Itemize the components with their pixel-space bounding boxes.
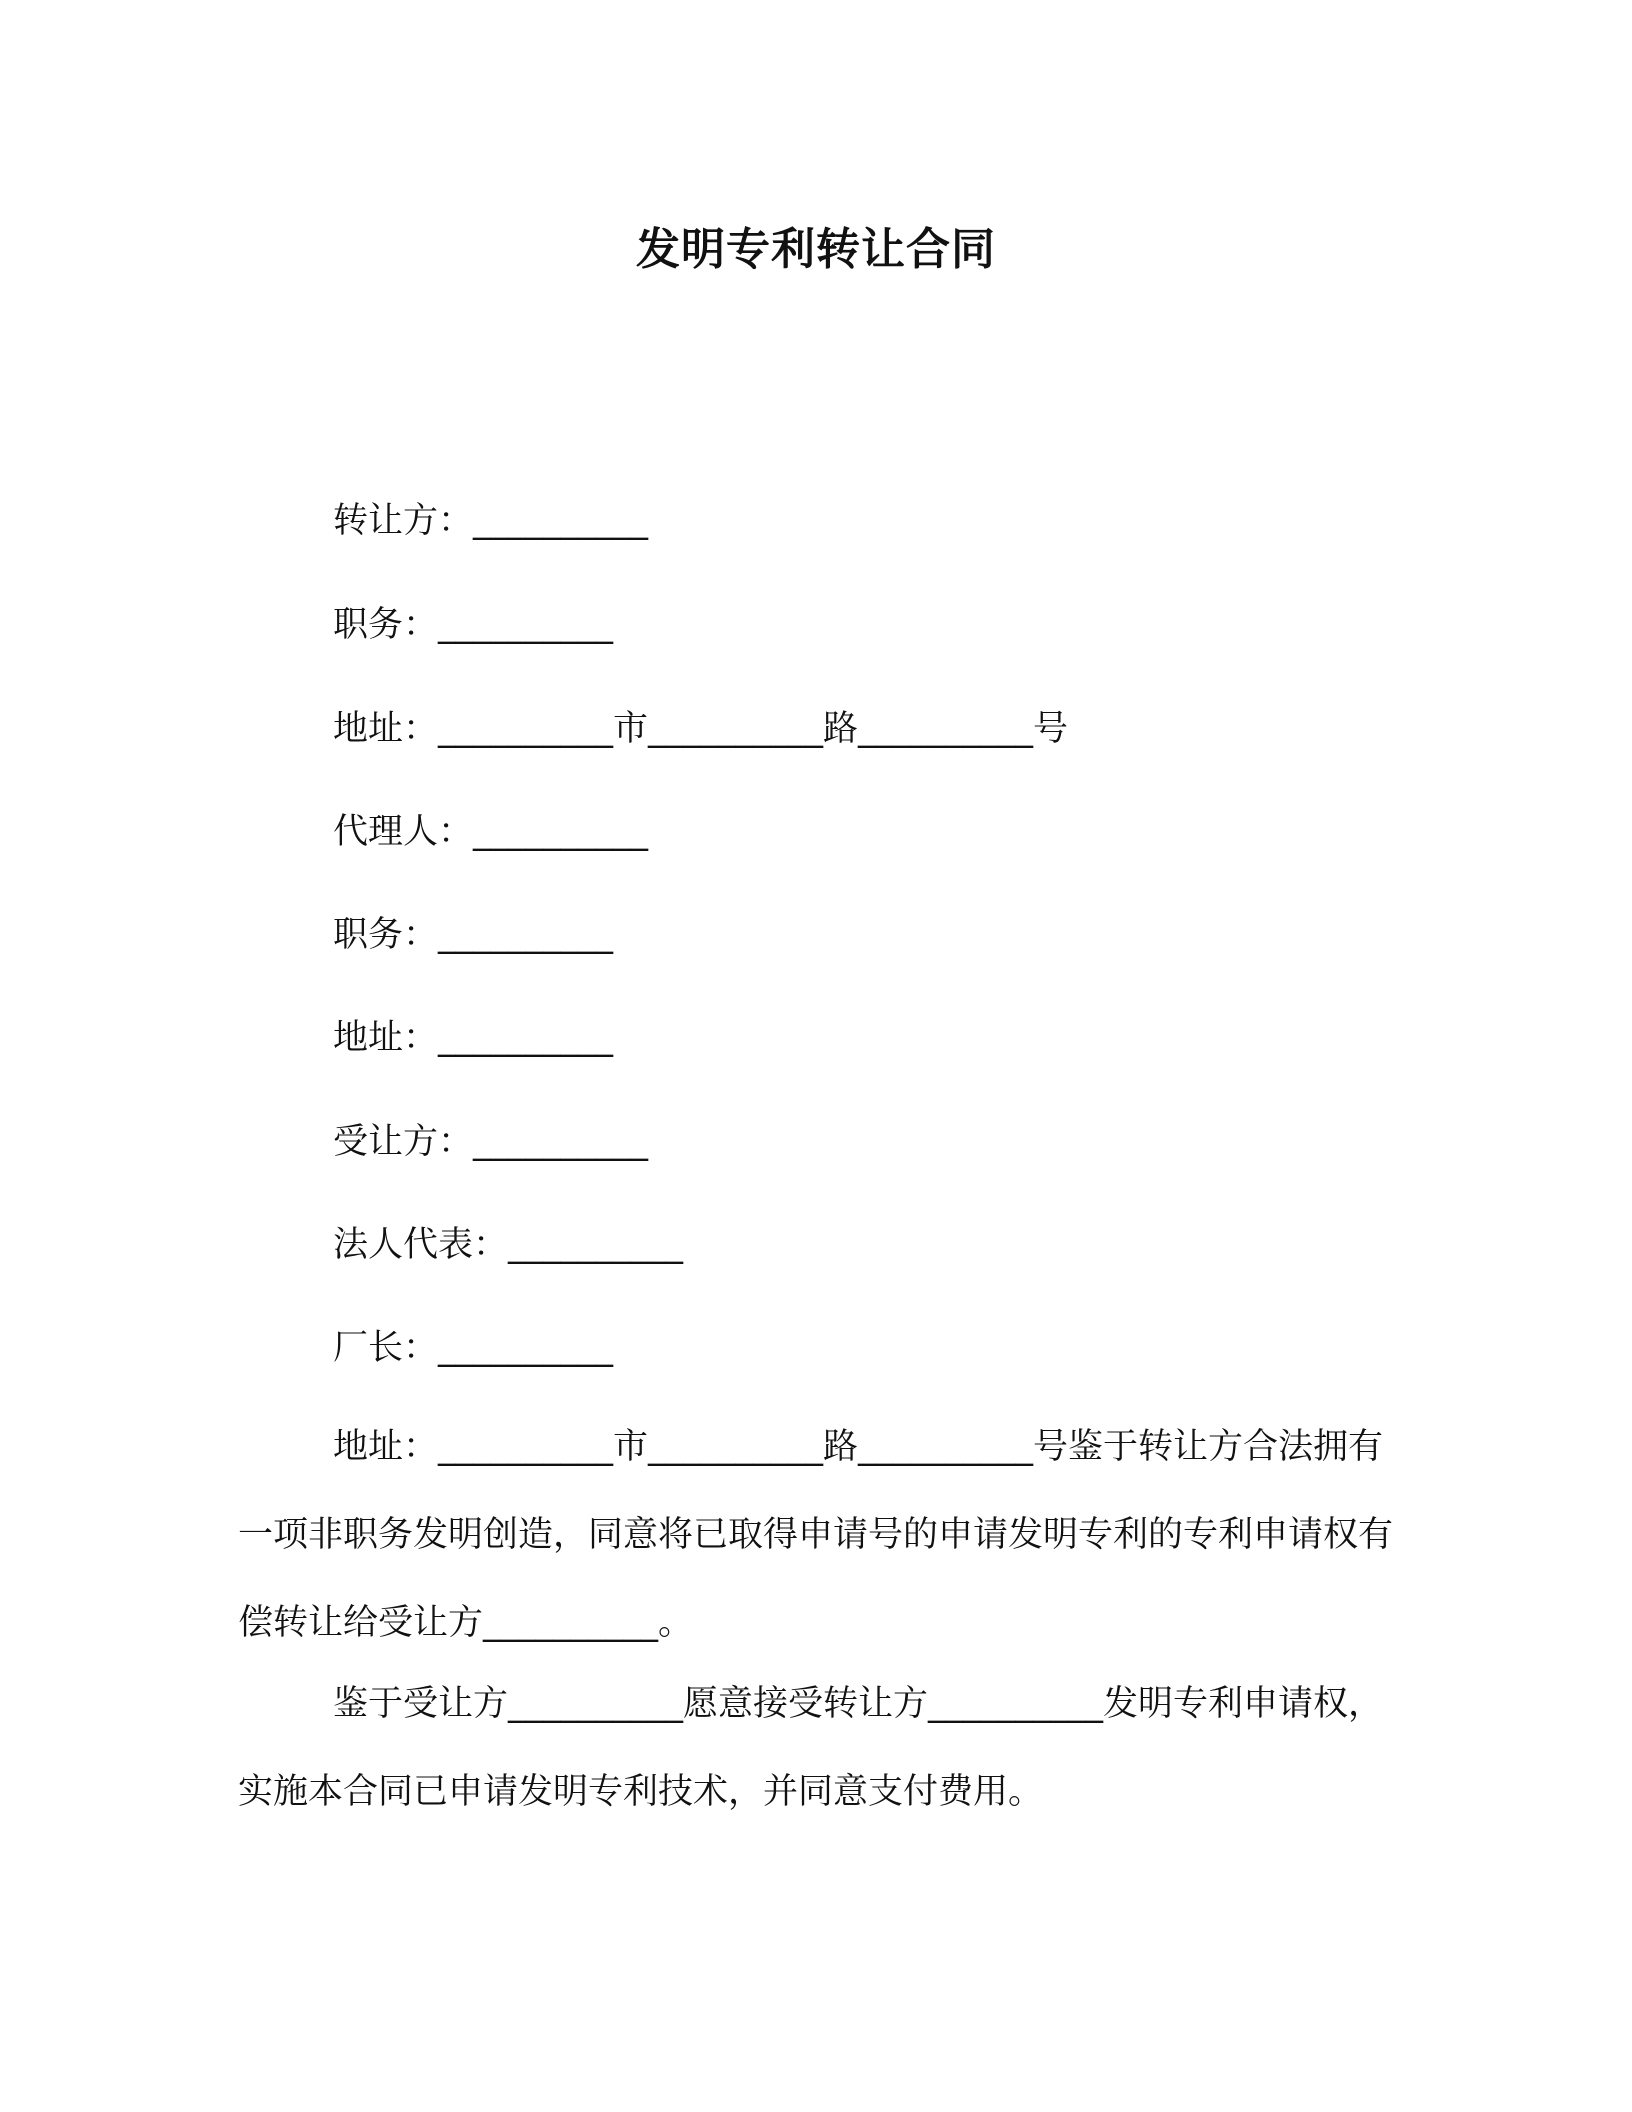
field-agent: 代理人：__________ xyxy=(333,812,649,852)
paragraph-transferee-recital: 鉴于受让方__________愿意接受转让方__________发明专利申请权，实施本合同已申请发明专利技术，并同意支付费用。 xyxy=(238,1684,1384,1812)
field-position-1: 职务：__________ xyxy=(333,605,614,645)
field-transferor: 转让方：__________ xyxy=(333,501,649,541)
field-address-1: 地址：__________市__________路__________号 xyxy=(333,709,1069,749)
field-transferee: 受让方：__________ xyxy=(333,1122,649,1162)
document-title: 发明专利转让合同 xyxy=(636,224,996,275)
field-position-2: 职务：__________ xyxy=(333,915,614,955)
field-address-2: 地址：__________ xyxy=(333,1018,614,1058)
field-factory-director: 厂长：__________ xyxy=(333,1328,614,1368)
field-legal-representative: 法人代表：__________ xyxy=(333,1225,684,1265)
paragraph-address-recital: 地址：__________市__________路__________号鉴于转让方合法拥有一项非职务发明创造，同意将已取得申请号的申请发明专利的专利申请权有偿转让给受让方__________。 xyxy=(238,1427,1394,1643)
